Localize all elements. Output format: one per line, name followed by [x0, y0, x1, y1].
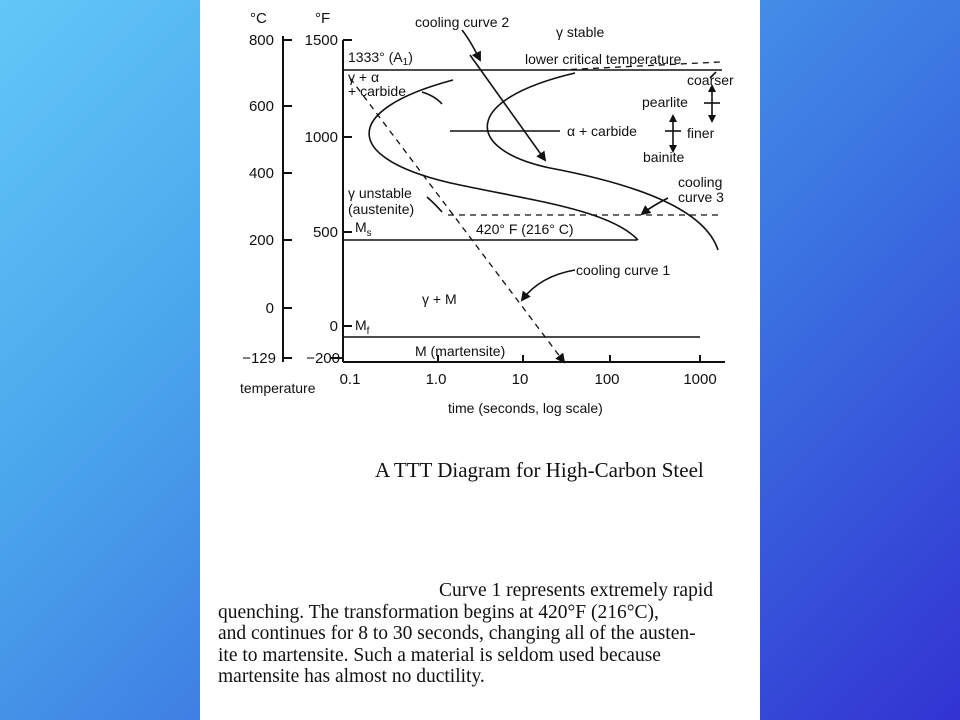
austenite-label: (austenite) [348, 201, 415, 217]
cooling-curve-3-arrow [642, 198, 668, 214]
document-panel [200, 0, 760, 720]
ttt-diagram [200, 0, 760, 430]
celsius-unit: °C [250, 10, 267, 27]
cooling-curve-1-arrow [522, 270, 575, 300]
alpha-carbide-label: α + carbide [567, 123, 637, 139]
pearlite-label: pearlite [642, 94, 688, 110]
paragraph-line: quenching. The transformation begins at 420°F (216°C), [218, 601, 659, 623]
fahrenheit-unit: °F [315, 10, 331, 27]
fahrenheit-tick: 0 [329, 318, 338, 335]
fahrenheit-tick: −200 [306, 350, 340, 367]
y-axis-label: temperature [240, 380, 316, 396]
fahrenheit-tick: 1000 [304, 129, 338, 146]
carbide-label: + carbide [348, 83, 406, 99]
celsius-tick: 200 [248, 232, 274, 249]
celsius-tick: 800 [248, 32, 274, 49]
gamma-alpha-label: γ + α [348, 69, 380, 85]
diagram-caption: A TTT Diagram for High-Carbon Steel [375, 458, 704, 482]
curve-3-label: curve 3 [678, 189, 724, 205]
a1-label: 1333° $(A_1)$ [348, 49, 413, 68]
paragraph-line: Curve 1 represents extremely rapid [439, 580, 713, 601]
paragraph-line: and continues for 8 to 30 seconds, changing all of the austen- [218, 623, 696, 644]
fahrenheit-tick: 1500 [304, 32, 338, 49]
lower-critical-label: lower critical temperature [525, 51, 682, 67]
bainite-label: bainite [643, 149, 685, 165]
cooling-curve-1-line [350, 78, 564, 362]
ms-label: $M_s$ [355, 219, 372, 239]
time-tick: 1.0 [425, 371, 447, 388]
time-tick: 0.1 [339, 371, 361, 388]
x-axis-label: time (seconds, log scale) [448, 400, 603, 416]
time-tick: 10 [511, 371, 529, 388]
austenite-leader [427, 197, 442, 212]
celsius-tick: −129 [242, 350, 276, 367]
description-paragraph [218, 580, 748, 688]
fahrenheit-tick: 500 [312, 224, 338, 241]
cooling-curve-2-label: cooling curve 2 [415, 14, 510, 30]
celsius-tick: 0 [265, 300, 274, 317]
carbide-leader [422, 92, 442, 104]
cooling-curve-1-label: cooling curve 1 [576, 262, 671, 278]
mf-label: $M_f$ [355, 317, 370, 337]
celsius-tick: 600 [248, 98, 274, 115]
ms-temperature-label: 420° F (216° C) [476, 221, 574, 237]
time-tick: 1000 [683, 371, 717, 388]
gamma-stable-label: γ stable [556, 24, 605, 40]
martensite-label: M (martensite) [415, 343, 506, 359]
paragraph-line: ite to martensite. Such a material is seldom used because [218, 644, 661, 666]
gamma-unstable-label: γ unstable [348, 185, 412, 201]
cooling-label: cooling [678, 174, 723, 190]
celsius-tick: 400 [248, 165, 274, 182]
time-tick: 100 [594, 371, 620, 388]
paragraph-line: martensite has almost no ductility. [218, 666, 485, 687]
finer-label: finer [687, 125, 715, 141]
coarser-label: coarser [687, 72, 734, 88]
gamma-m-label: γ + M [422, 291, 457, 307]
